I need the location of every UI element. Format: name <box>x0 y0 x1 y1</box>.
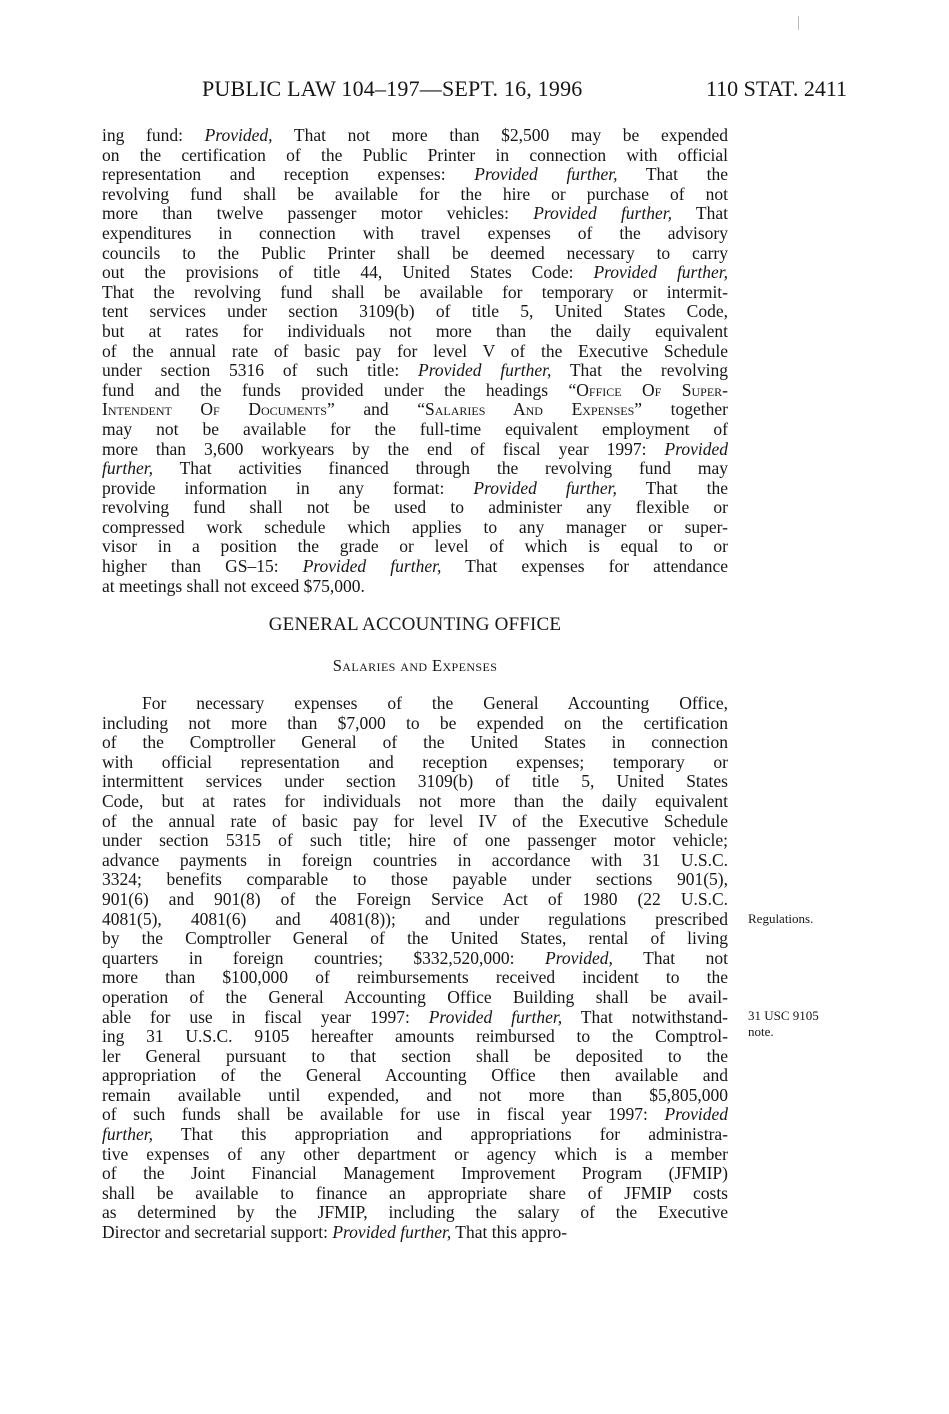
text-run: Director and secretarial support: <box>102 1222 333 1243</box>
margin-note-usc-line1: 31 USC 9105 <box>748 1008 819 1023</box>
text-run: on the certification of the Public Printer in connection with official <box>102 144 728 165</box>
text-run: ” and “ <box>326 399 425 420</box>
text-run: ing fund: <box>102 125 205 145</box>
text-line <box>102 1027 728 1047</box>
text-line <box>102 714 728 734</box>
text-run: shall be available to finance an appropriate share of JFMIP costs <box>102 1182 728 1203</box>
text-run: For necessary expenses of the General Accounting Office, <box>142 693 728 713</box>
proviso-italic: Provided further, <box>302 556 442 577</box>
text-line <box>102 988 728 1008</box>
text-line <box>102 870 728 890</box>
text-line <box>102 204 728 224</box>
text-line <box>102 224 728 244</box>
text-run: 901(6) and 901(8) of the Foreign Service Act of 1980 (22 U.S.C. <box>102 888 728 909</box>
page-number: 110 STAT. 2411 <box>706 76 848 101</box>
text-line <box>102 479 728 499</box>
text-line <box>102 1145 728 1165</box>
text-run: intermittent services under section 3109(b) of title 5, United States <box>102 771 728 792</box>
text-run: Code, but at rates for individuals not more than the daily equivalent <box>102 790 728 811</box>
text-run: out the provisions of title 44, United States Code: <box>102 262 594 283</box>
text-line <box>102 1184 728 1204</box>
text-line <box>102 557 728 577</box>
text-run: may not be available for the full-time equivalent employment of <box>102 418 728 439</box>
text-run: revolving fund shall be available for the hire or purchase of not <box>102 183 728 204</box>
text-run: 4081(5), 4081(6) and 4081(8)); and under regulations prescribed <box>102 908 728 929</box>
text-run: but at rates for individuals not more than the daily equivalent <box>102 320 728 341</box>
text-run: remain available until expended, and not more than $5,805,000 <box>102 1084 728 1105</box>
scan-mark <box>798 16 799 30</box>
text-line <box>102 1203 728 1223</box>
text-run: That the <box>617 164 728 185</box>
text-line <box>102 831 728 851</box>
text-line <box>102 1125 728 1145</box>
text-run: operation of the General Accounting Office Building shall be avail- <box>102 986 728 1007</box>
proviso-italic: Provided further, <box>418 360 552 381</box>
text-line <box>102 1086 728 1106</box>
text-line <box>102 890 728 910</box>
text-run: That <box>672 203 728 224</box>
proviso-italic: Provided <box>664 438 728 459</box>
text-line <box>102 440 728 460</box>
text-line <box>102 753 728 773</box>
proviso-italic: Provided <box>664 1104 728 1125</box>
text-line <box>102 498 728 518</box>
text-run: fund and the funds provided under the headings “ <box>102 379 577 400</box>
text-line <box>102 361 728 381</box>
text-line <box>102 1066 728 1086</box>
text-run: That not <box>612 947 728 968</box>
margin-note-usc-line2: note. <box>748 1024 774 1039</box>
text-line <box>102 1164 728 1184</box>
text-line <box>102 342 728 362</box>
text-line <box>102 694 728 714</box>
text-run: tive expenses of any other department or agency which is a member <box>102 1143 728 1164</box>
text-run: representation and reception expenses: <box>102 164 475 185</box>
text-line <box>102 381 728 401</box>
heading-reference: Office Of Super- <box>576 379 728 400</box>
text-run: That this appro- <box>451 1222 568 1243</box>
paragraph-printing-fund <box>102 126 728 596</box>
text-run: councils to the Public Printer shall be deemed necessary to carry <box>102 242 728 263</box>
text-line <box>102 733 728 753</box>
text-run: of such funds shall be available for use in fiscal year 1997: <box>102 1104 665 1125</box>
text-run: appropriation of the General Accounting Office then available and <box>102 1065 728 1086</box>
proviso-italic: Provided further, <box>474 164 618 185</box>
text-line <box>102 283 728 303</box>
text-line <box>102 772 728 792</box>
text-run: with official representation and reception expenses; temporary or <box>102 751 728 772</box>
text-line <box>102 929 728 949</box>
text-run: more than twelve passenger motor vehicles: <box>102 203 534 224</box>
section-heading: GENERAL ACCOUNTING OFFICE <box>268 614 562 635</box>
text-line <box>102 537 728 557</box>
text-line <box>102 518 728 538</box>
proviso-italic: further, <box>102 458 154 479</box>
text-run: expenditures in connection with travel expenses of the advisory <box>102 222 728 243</box>
proviso-italic: Provided, <box>545 947 613 968</box>
heading-reference: Intendent Of Documents <box>102 399 327 420</box>
text-run: ler General pursuant to that section shall be deposited to the <box>102 1045 728 1066</box>
text-run: higher than GS–15: <box>102 556 303 577</box>
text-run: at meetings shall not exceed $75,000. <box>102 575 365 596</box>
text-run: including not more than $7,000 to be expended on the certification <box>102 712 728 733</box>
text-run: ” together <box>634 399 728 420</box>
text-run: able for use in fiscal year 1997: <box>102 1006 429 1027</box>
proviso-italic: Provided further, <box>428 1006 563 1027</box>
text-line <box>102 949 728 969</box>
proviso-italic: further, <box>102 1124 154 1145</box>
text-run: under section 5316 of such title: <box>102 360 419 381</box>
text-run: That the <box>616 477 728 498</box>
text-run: of the annual rate of basic pay for level IV of the Executive Schedule <box>102 810 728 831</box>
proviso-italic: Provided further, <box>332 1222 452 1243</box>
text-line <box>102 1105 728 1125</box>
text-run: advance payments in foreign countries in accordance with 31 U.S.C. <box>102 849 728 870</box>
text-line <box>102 812 728 832</box>
text-line <box>102 1047 728 1067</box>
proviso-italic: Provided further, <box>593 262 728 283</box>
text-run: of the annual rate of basic pay for level V of the Executive Schedule <box>102 340 728 361</box>
proviso-italic: Provided further, <box>533 203 672 224</box>
text-run: provide information in any format: <box>102 477 474 498</box>
text-line <box>102 400 728 420</box>
text-line <box>102 459 728 479</box>
text-line <box>102 968 728 988</box>
text-line <box>102 185 728 205</box>
text-line <box>102 420 728 440</box>
text-run: as determined by the JFMIP, including the salary of the Executive <box>102 1202 728 1223</box>
text-run: That not more than $2,500 may be expended <box>272 125 728 145</box>
margin-note-regulations: Regulations. <box>748 911 814 926</box>
text-run: quarters in foreign countries; $332,520,000: <box>102 947 546 968</box>
text-line <box>102 322 728 342</box>
text-run: That activities financed through the revolving fund may <box>153 458 728 479</box>
text-line <box>102 244 728 264</box>
text-run: 3324; benefits comparable to those payable under sections 901(5), <box>102 869 728 890</box>
text-line <box>102 165 728 185</box>
text-run: of the Comptroller General of the United States in connection <box>102 732 728 753</box>
text-run: under section 5315 of such title; hire of one passenger motor vehicle; <box>102 830 728 851</box>
text-run: That expenses for attendance <box>441 556 728 577</box>
text-run: by the Comptroller General of the United States, rental of living <box>102 928 728 949</box>
text-run: more than $100,000 of reimbursements received incident to the <box>102 967 728 988</box>
text-run: That the revolving <box>551 360 729 381</box>
text-run: tent services under section 3109(b) of title 5, United States Code, <box>102 301 728 322</box>
subsection-heading: Salaries and Expenses <box>332 656 498 675</box>
text-run: compressed work schedule which applies to any manager or super- <box>102 516 728 537</box>
text-run: more than 3,600 workyears by the end of fiscal year 1997: <box>102 438 665 459</box>
text-line <box>102 1008 728 1028</box>
proviso-italic: Provided further, <box>473 477 617 498</box>
text-line <box>102 263 728 283</box>
text-run: revolving fund shall not be used to administer any flexible or <box>102 497 728 518</box>
text-run: ing 31 U.S.C. 9105 hereafter amounts reimbursed to the Comptrol- <box>102 1026 728 1047</box>
text-line <box>102 792 728 812</box>
text-run: of the Joint Financial Management Improvement Program (JFMIP) <box>102 1163 728 1184</box>
text-line <box>102 577 728 597</box>
heading-reference: Salaries And Expenses <box>424 399 635 420</box>
margin-note-usc <box>748 1008 819 1040</box>
paragraph-gao-salaries <box>102 694 728 1243</box>
text-line <box>102 126 728 146</box>
text-line <box>102 146 728 166</box>
text-run: That this appropriation and appropriations for administra- <box>153 1124 728 1145</box>
text-run: That notwithstand- <box>562 1006 728 1027</box>
running-header: PUBLIC LAW 104–197—SEPT. 16, 1996 <box>202 76 583 101</box>
text-line <box>102 1223 728 1243</box>
proviso-italic: Provided, <box>204 125 273 145</box>
text-line <box>102 302 728 322</box>
text-line <box>102 851 728 871</box>
text-run: visor in a position the grade or level of which is equal to or <box>102 536 728 557</box>
text-line <box>102 910 728 930</box>
text-run: That the revolving fund shall be available for temporary or intermit- <box>102 281 728 302</box>
